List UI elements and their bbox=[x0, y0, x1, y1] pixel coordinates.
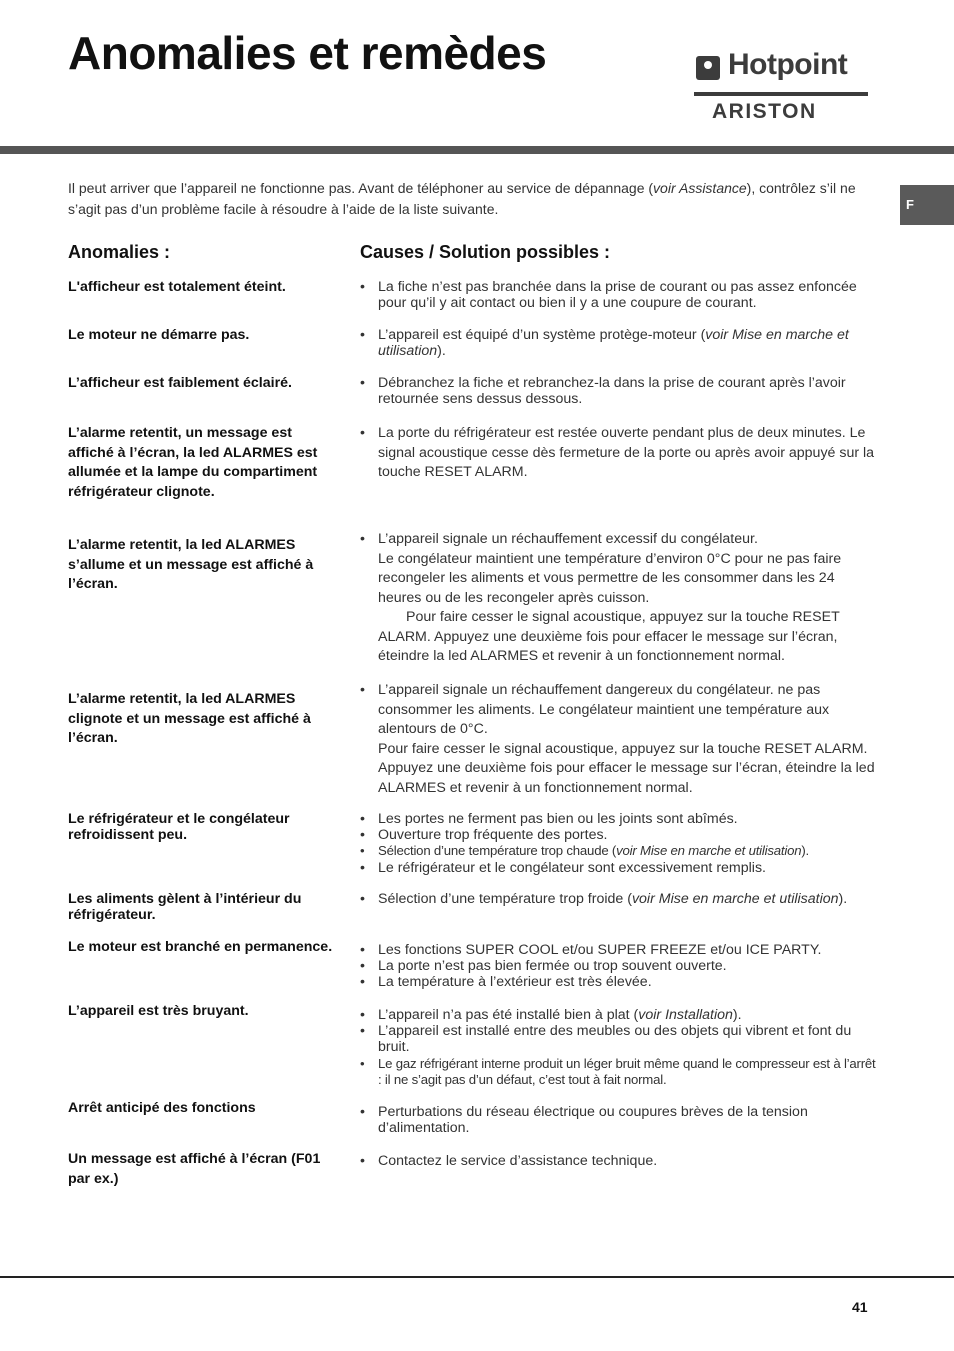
cause-text: ). bbox=[801, 843, 810, 859]
cause-item: • Les fonctions SUPER COOL et/ou SUPER FREEZE et/ou ICE PARTY. bbox=[360, 942, 880, 958]
cause-item bbox=[360, 843, 880, 859]
causes-header: Causes / Solution possibles : bbox=[360, 242, 611, 262]
cause-item: • L’appareil est installé entre des meubles ou des objets qui vibrent et font du bruit. bbox=[360, 1023, 880, 1055]
anomaly-label: L’afficheur est faiblement éclairé. bbox=[68, 375, 292, 391]
anomaly-label: Arrêt anticipé des fonctions bbox=[68, 1100, 256, 1116]
cause-text: L’appareil signale un réchauffement dangereux du congélateur. ne pas consommer les aliments. Le congélateur maintient une température aux alentours de 0°C. bbox=[378, 682, 830, 737]
cause-text: L’appareil n’a pas été installé bien à plat ( bbox=[378, 1007, 639, 1023]
cause-list bbox=[360, 681, 880, 798]
cause-list bbox=[360, 891, 880, 907]
cause-item: • La température à l’extérieur est très élevée. bbox=[360, 974, 880, 990]
cause-list bbox=[360, 811, 880, 876]
anomaly-label: Le moteur ne démarre pas. bbox=[68, 327, 250, 343]
cause-item: • La porte du réfrigérateur est restée ouverte pendant plus de deux minutes. Le signal acoustique cesse dès fermeture de la porte ou après avoir appuyé sur la touche RESET ALARM. bbox=[360, 424, 880, 483]
cause-item bbox=[360, 891, 880, 907]
cause-list bbox=[360, 1104, 880, 1136]
cause-reference: voir Mise en marche et utilisation bbox=[616, 843, 802, 859]
cause-text: Le congélateur maintient une température d’environ 0°C pour ne pas faire recongeler les aliments et vous permettre de les consommer dans les 24 heures ou de les recongeler après cuisson. bbox=[378, 550, 842, 606]
cause-item: • Le gaz réfrigérant interne produit un léger bruit même quand le compresseur est à l’arrêt : il ne s’agit pas d’un défaut, c’est tout à fait normal. bbox=[360, 1056, 880, 1088]
cause-item bbox=[360, 1007, 880, 1023]
cause-reference: voir Installation bbox=[638, 1007, 733, 1023]
logo-sub: ARISTON bbox=[712, 100, 817, 123]
cause-text: Pour faire cesser le signal acoustique, appuyez sur la touche RESET ALARM. Appuyez une deuxième fois pour effacer le message sur l’écran, éteindre la led ALARMES et revenir à un fonctionnement normal. bbox=[378, 740, 875, 796]
anomaly-label: Le réfrigérateur et le congélateur refroidissent peu. bbox=[68, 811, 290, 844]
cause-item: • La fiche n’est pas branchée dans la prise de courant ou pas assez enfoncée pour qu’il y ait contact ou bien il y a une coupure de courant. bbox=[360, 279, 880, 311]
cause-list bbox=[360, 942, 880, 991]
anomaly-label: L’alarme retentit, la led ALARMES s’allume et un message est affiché à l’écran. bbox=[68, 537, 314, 592]
anomaly-label: Les aliments gèlent à l’intérieur du réfrigérateur. bbox=[68, 891, 302, 924]
logo-divider bbox=[694, 92, 868, 96]
anomaly-label: L’alarme retentit, la led ALARMES clignote et un message est affiché à l’écran. bbox=[68, 691, 311, 746]
cause-item: • Débranchez la fiche et rebranchez-la dans la prise de courant après l’avoir retournée sens dessus dessous. bbox=[360, 375, 880, 407]
cause-reference: voir Mise en marche et utilisation bbox=[631, 891, 839, 907]
cause-list bbox=[360, 327, 880, 359]
cause-text: Pour faire cesser le signal acoustique, appuyez sur la touche RESET ALARM. Appuyez une deuxième fois pour effacer le message sur l’écran, éteindre la led ALARMES et revenir à un fonctionnement normal. bbox=[378, 609, 840, 664]
cause-list bbox=[360, 530, 880, 667]
hotpoint-ariston-logo bbox=[694, 48, 868, 126]
anomaly-label: Un message est affiché à l’écran (F01 par ex.) bbox=[68, 1151, 321, 1187]
cause-item: • Ouverture trop fréquente des portes. bbox=[360, 827, 880, 843]
language-label: F bbox=[906, 197, 914, 212]
anomalies-header: Anomalies : bbox=[68, 242, 171, 262]
logo-mark-icon bbox=[696, 56, 720, 80]
language-tab bbox=[900, 185, 954, 225]
page-number: 41 bbox=[852, 1299, 868, 1315]
cause-list bbox=[360, 1153, 880, 1169]
cause-text: L’appareil est équipé d’un système protège-moteur ( bbox=[378, 327, 706, 343]
cause-list bbox=[360, 424, 880, 483]
cause-list bbox=[360, 1007, 880, 1088]
cause-item: • Perturbations du réseau électrique ou coupures brèves de la tension d’alimentation. bbox=[360, 1104, 880, 1136]
cause-text: ). bbox=[437, 343, 446, 360]
cause-item bbox=[360, 327, 880, 359]
cause-item: • Contactez le service d’assistance technique. bbox=[360, 1153, 880, 1169]
intro-part1: Il peut arriver que l’appareil ne fonctionne pas. Avant de téléphoner au service de dépannage ( bbox=[68, 180, 654, 196]
cause-text: ). bbox=[838, 891, 848, 907]
footer-rule bbox=[0, 1276, 954, 1278]
logo-brand: Hotpoint bbox=[728, 48, 848, 81]
anomaly-label: L’alarme retentit, un message est affiché à l’écran, la led ALARMES est allumée et la lampe du compartiment réfrigérateur clignote. bbox=[68, 425, 318, 500]
cause-item: • Les portes ne ferment pas bien ou les joints sont abîmés. bbox=[360, 811, 880, 827]
header-rule bbox=[0, 146, 954, 154]
cause-text: Sélection d’une température trop froide ( bbox=[378, 891, 632, 907]
intro-text bbox=[68, 178, 880, 219]
cause-reference: voir Mise en marche et utilisation bbox=[378, 327, 849, 360]
intro-italic: voir Assistance bbox=[653, 180, 747, 196]
intro-part2: ), contrôlez s’il ne s’agit pas d’un problème facile à résoudre à l’aide de la liste suivante. bbox=[68, 180, 856, 217]
cause-item: • La porte n’est pas bien fermée ou trop souvent ouverte. bbox=[360, 958, 880, 974]
anomaly-label: L’appareil est très bruyant. bbox=[68, 1003, 249, 1019]
cause-item: • Le réfrigérateur et le congélateur sont excessivement remplis. bbox=[360, 860, 880, 876]
cause-item bbox=[360, 530, 880, 667]
cause-list bbox=[360, 375, 880, 407]
cause-text: ). bbox=[732, 1007, 742, 1023]
cause-list bbox=[360, 279, 880, 311]
cause-text: L’appareil signale un réchauffement excessif du congélateur. bbox=[378, 531, 758, 547]
cause-text: Sélection d’une température trop chaude ( bbox=[378, 843, 617, 859]
anomaly-label: Le moteur est branché en permanence. bbox=[68, 939, 333, 955]
page-title: Anomalies et remèdes bbox=[68, 27, 547, 79]
cause-item bbox=[360, 681, 880, 798]
anomaly-label: L'afficheur est totalement éteint. bbox=[68, 279, 286, 295]
